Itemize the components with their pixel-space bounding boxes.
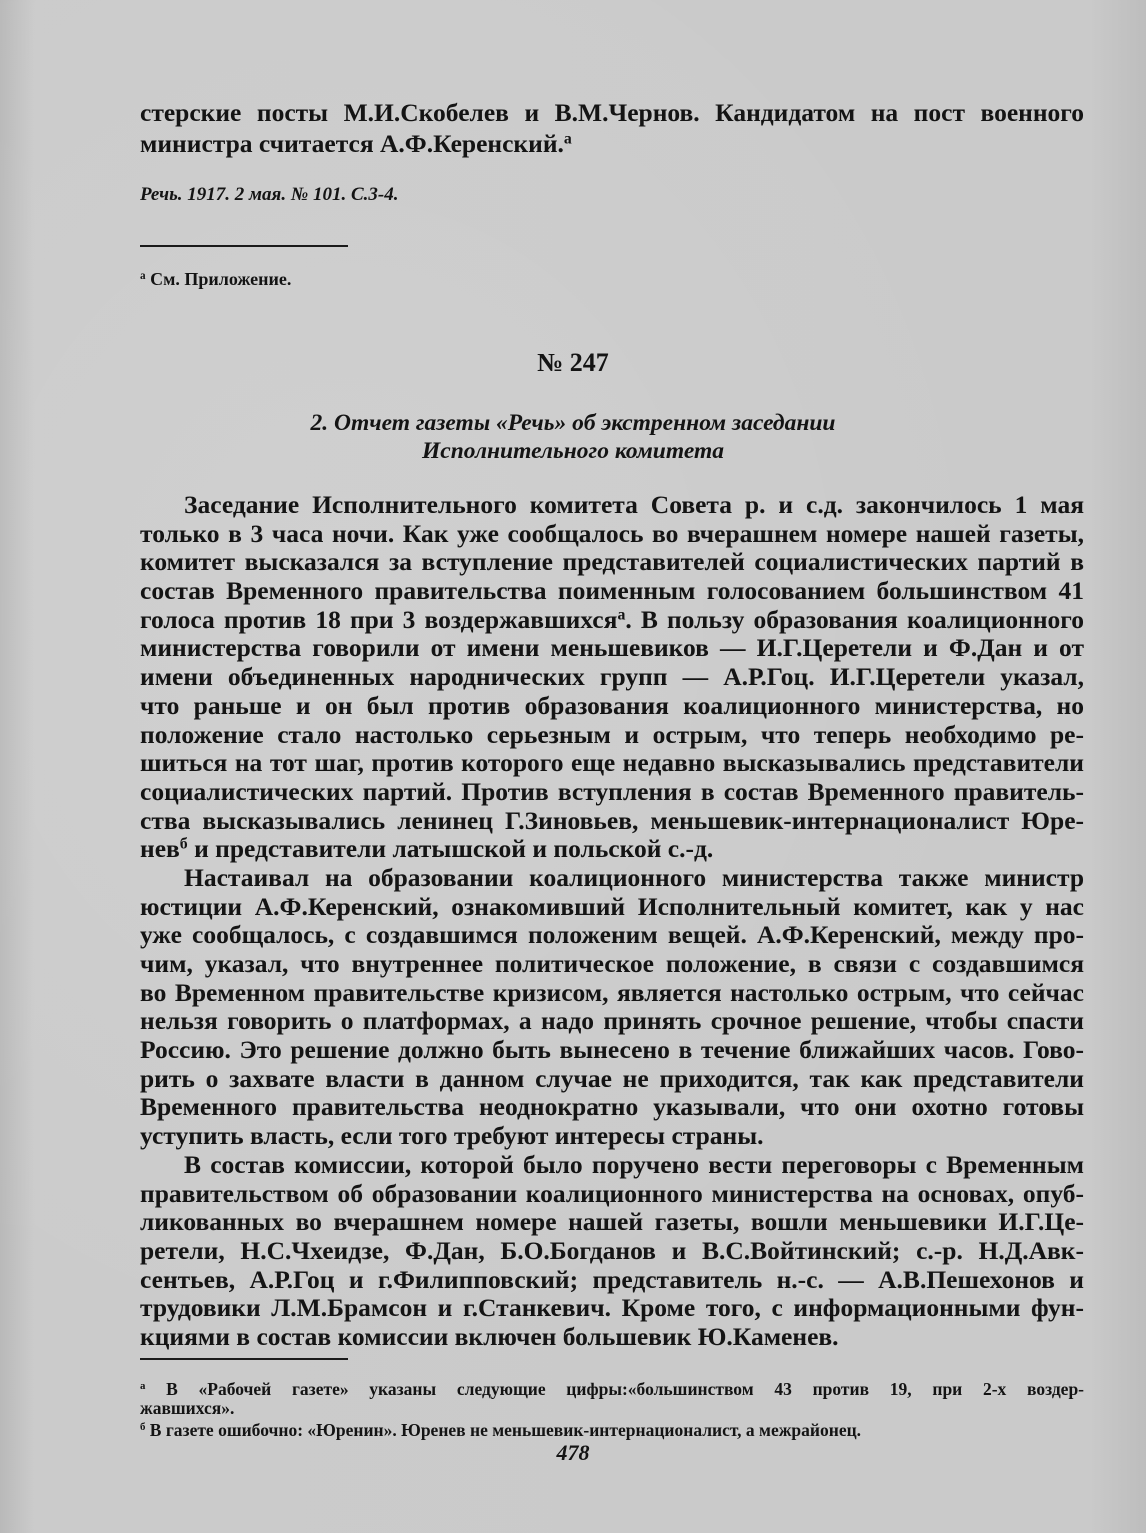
footnote-mark: а [140,269,146,282]
document-number: № 247 [537,348,609,377]
text-line: ства высказывались ленинец Г.Зиновьев, меньшевик-интернационалист Юре- [140,805,1084,835]
document-title [0,409,1146,465]
text-line: только в 3 часа ночи. Как уже сообщалось во вчерашнем номере нашей газеты, [140,518,1084,548]
footnote-ref-a: а [617,606,626,624]
page-number: 478 [556,1440,590,1465]
footnote-mark: а [140,1380,146,1393]
text-line: Россию. Это решение должно быть вынесено в течение ближайших часов. Гово- [140,1035,1084,1065]
text-line: сентьев, А.Р.Гоц и г.Филипповский; представитель н.-с. — А.В.Пешехонов и [140,1264,1084,1294]
source-citation: Речь. 1917. 2 мая. № 101. С.3-4. [140,184,399,205]
text-line: уже сообщалось, с создавшимся положеним вещей. А.Ф.Керенский, между про- [140,920,1084,950]
article-body [140,491,1084,1352]
title-line: Исполнительного комитета [422,438,724,464]
text-line: стерские посты М.И.Скобелев и В.М.Чернов. Кандидатом на пост военного [140,98,1084,127]
text-line: чим, указал, что внутреннее политическое положение, в связи с создавшимся [140,949,1084,978]
text-line: юстиции А.Ф.Керенский, ознакомивший Исполнительный комитет, как у нас [140,891,1084,921]
text-line: имени объединенных народнических групп — А.Р.Гоц. И.Г.Церетели указал, [140,662,1084,692]
continued-text [140,97,1084,159]
footnote-ref-b: б [179,835,188,853]
footnotes [140,1380,1084,1440]
text-line: положение стало настолько серьезным и острым, что теперь необходимо ре- [140,719,1084,749]
text-line: что раньше и он был против образования коалиционного министерства, но [140,690,1084,720]
footnote-top [140,269,1084,290]
text-line: министра считается А.Ф.Керенский.$^а$ [140,129,572,158]
footnote-divider [140,1358,348,1360]
text-line: нев$^б$ и представители латышской и польской с.-д. [140,834,714,864]
text-line: нельзя говорить о платформах, а надо принять срочное решение, чтобы спасти [140,1006,1084,1036]
text-line: кциями в состав комиссии включен большевик Ю.Каменев. [140,1321,839,1351]
footnote-divider [140,245,348,247]
text-line: ликованных во вчерашнем номере нашей газеты, вошли меньшевики И.Г.Це- [140,1207,1084,1237]
text-line: Заседание Исполнительного комитета Совета р. и с.д. закончилось 1 мая [184,490,1084,519]
title-line: 2. Отчет газеты «Речь» об экстренном заседании [310,410,836,436]
text-line: В состав комиссии, которой было поручено вести переговоры с Временным [184,1149,1084,1179]
footnote-a: $^а$ В «Рабочей газете» указаны следующие цифры:«большинством 43 против 19, при 2-х воздер- [140,1379,1084,1399]
text-line: правительством об образовании коалиционного министерства на основах, опуб- [140,1178,1084,1208]
footnote-mark: б [140,1421,146,1434]
text-line: министерства говорили от имени меньшевиков — И.Г.Церетели и Ф.Дан и от [140,633,1084,663]
text-line: рить о захвате власти в данном случае не приходится, так как представители [140,1063,1084,1093]
text-line: во Временном правительстве кризисом, является настолько острым, что сейчас [140,977,1084,1007]
text-line: Временного правительства неоднократно указывали, что они охотно готовы [140,1092,1084,1122]
text-line: трудовики Л.М.Брамсон и г.Станкевич. Кроме того, с информационными фун- [140,1293,1084,1323]
footnote-ref-a: а [563,130,572,148]
text-line: комитет высказался за вступление представителей социалистических партий в [140,547,1084,577]
footnote-text: См. Приложение. [150,269,292,289]
footnote-a-cont: жавшихся». [140,1398,235,1418]
text-line: социалистических партий. Против вступления в состав Временного правитель- [140,776,1084,806]
text-line: состав Временного правительства поименным голосованием большинством 41 [140,576,1084,606]
text-line: ретели, Н.С.Чхеидзе, Ф.Дан, Б.О.Богданов и В.С.Войтинский; с.-р. Н.Д.Авк- [140,1235,1084,1265]
text-line: шиться на тот шаг, против которого еще недавно высказывались представители [140,748,1084,778]
footnote-b: $^б$ В газете ошибочно: «Юренин». Юренев не меньшевик-интернационалист, а межрайонец. [140,1420,862,1440]
text-line: голоса против 18 при 3 воздержавшихся$^а$. В пользу образования коалиционного [140,604,1084,634]
text-line: уступить власть, если того требуют интересы страны. [140,1121,764,1151]
text-line: Настаивал на образовании коалиционного министерства также министр [184,862,1084,892]
